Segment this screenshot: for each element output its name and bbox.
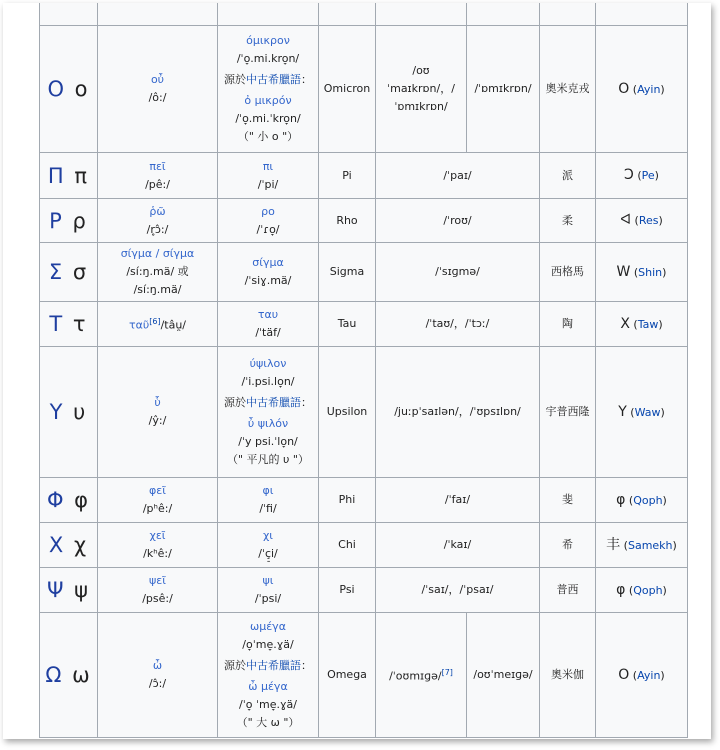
letter-cell [40,26,98,153]
phoenician-symbol: O [618,666,630,683]
ancient-name-cell [98,478,218,523]
phoenician-link[interactable]: Res [638,214,659,227]
ancient-greek-link[interactable]: ταῦ [128,318,150,332]
modern-ipa: /ˈsiɣ.mä/ [244,274,292,287]
ancient-name-cell [98,568,218,613]
ancient-ipa: /ŷ:/ [148,414,167,427]
lowercase-letter: υ [73,400,88,424]
modern-greek-link[interactable]: φι [262,484,274,497]
phoenician-link[interactable]: Qoph [633,493,663,507]
phoenician-cell: O (Ayin) [596,26,688,153]
english-ipa-cell [376,478,540,523]
english-ipa-cell [376,199,540,243]
modern-ipa: /ˈtäf/ [255,326,281,339]
english-name-cell: Omega [319,613,376,738]
table-header-spacer [40,3,688,26]
uppercase-letter[interactable]: Ω [45,663,64,687]
lowercase-letter: χ [73,533,89,557]
reference-link[interactable]: [6] [149,317,161,327]
ancient-name-cell [98,302,218,347]
table-row [40,302,688,347]
modern-greek-link[interactable]: ὖ ψιλόν [247,417,289,430]
table-row [40,523,688,568]
modern-ipa: /ˈo̞.mi.kro̞n/ [236,52,300,65]
modern-greek-link[interactable]: χι [262,529,274,542]
phoenician-symbol: W [616,263,631,280]
modern-name-cell [218,613,319,738]
chinese-name-cell: 奧米伽 [540,613,596,738]
phoenician-link[interactable]: Taw [637,317,659,331]
spacer-cell [376,3,467,26]
ancient-ipa: /tâu̯/ [160,318,187,332]
ancient-ipa: /pʰê:/ [142,502,173,515]
phoenician-cell: W (Shin) [596,243,688,302]
uppercase-letter[interactable]: Υ [49,400,65,424]
ancient-greek-link[interactable]: σίγμα / σίγμα [120,247,195,260]
spacer-cell [540,3,596,26]
modern-ipa: /ˈo̞ ˈme̞.ɣä/ [239,698,297,711]
english-ipa: /ˈroʊ/ [443,213,472,227]
modern-greek-link[interactable]: ταυ [257,308,279,321]
modern-ipa: /o̞ˈme̞.ɣä/ [242,638,294,651]
english-name-cell: Phi [319,478,376,523]
english-ipa-cell [376,243,540,302]
ancient-ipa: /r̥ɔ̂:/ [146,222,169,236]
english-name-cell: Upsilon [319,347,376,478]
letter-cell [40,199,98,243]
ancient-greek-name [101,572,214,590]
english-name-cell: Chi [319,523,376,568]
ancient-greek-link[interactable]: ὦ [152,659,163,672]
ancient-greek-name [101,245,214,263]
uppercase-letter[interactable]: Ρ [49,208,64,233]
ancient-name-cell [98,153,218,199]
uppercase-letter[interactable]: Σ [48,260,65,284]
modern-greek-link[interactable]: ὦ μέγα [248,680,288,693]
phoenician-link[interactable]: Ayin [637,668,661,682]
lowercase-letter: ο [74,77,90,101]
modern-name-cell [218,568,319,613]
english-ipa-cell [376,26,467,153]
uppercase-letter[interactable]: Τ [49,312,65,336]
chinese-name-cell: 斐 [540,478,596,523]
modern-ipa: （" 平凡的 υ "） [227,453,309,466]
chinese-name-cell: 柔 [540,199,596,243]
letter-cell [40,302,98,347]
spacer-cell [467,3,540,26]
ancient-greek-name [101,482,214,500]
spacer-cell [218,3,319,26]
spacer-cell [98,3,218,26]
ancient-greek-name [101,71,214,89]
greek-alphabet-table [39,3,688,738]
phoenician-symbol: Ↄ [624,167,634,183]
phoenician-symbol: X [620,315,630,332]
ancient-greek-name [101,313,214,335]
table-row [40,568,688,613]
chinese-name-cell: 普西 [540,568,596,613]
ancient-greek-link[interactable]: ψεῖ [149,574,166,587]
ancient-ipa: /ɔ̂:/ [148,677,167,690]
phoenician-cell: O (Ayin) [596,613,688,738]
modern-greek-link[interactable]: ὀ μικρόν [244,94,292,107]
english-ipa: /ˈtaʊ/，/ˈtɔː/ [425,317,490,330]
spacer-cell [596,3,688,26]
phoenician-link[interactable]: Qoph [633,583,663,597]
modern-name-cell [218,199,319,243]
table-row [40,347,688,478]
english-ipa-alt-cell: /ˈɒmɪkrɒn/ [467,26,540,153]
chinese-name-cell: 希 [540,523,596,568]
lowercase-letter: τ [72,312,88,336]
ancient-name-cell [98,199,218,243]
ancient-name-cell [98,523,218,568]
uppercase-letter[interactable]: Φ [46,488,66,512]
ancient-greek-link[interactable]: φεῖ [149,484,166,497]
spacer-cell [40,3,98,26]
phoenician-link[interactable]: Shin [638,265,663,279]
modern-ipa: /ˈpi/ [257,177,279,191]
modern-greek-link[interactable]: σίγμα [252,256,284,269]
ancient-name-cell [98,613,218,738]
modern-name-cell [218,302,319,347]
medieval-greek-link[interactable]: 中古希臘語 [246,396,301,409]
english-ipa: /ˈsɪɡmə/ [435,265,480,278]
medieval-greek-link[interactable]: 中古希臘語 [246,659,301,672]
ancient-greek-link[interactable]: χεῖ [149,529,166,542]
ancient-greek-name [101,394,214,412]
ancient-name-cell [98,243,218,302]
english-ipa: /ˈpaɪ/ [443,168,472,182]
modern-ipa: /ˈo̞.mi.ˈkro̞n/ [235,112,301,125]
phoenician-symbol: O [618,80,630,97]
phoenician-link[interactable]: Waw [634,405,661,419]
english-ipa: /oʊˈmaɪkrɒn/，/ˈɒmɪkrɒn/ [387,64,455,113]
phoenician-cell: X (Taw) [596,302,688,347]
modern-greek-link[interactable]: ρο [261,204,275,218]
phoenician-symbol: ᐊ [620,212,632,228]
source-note: 源於中古希臘語： [224,396,312,409]
modern-name-cell [218,347,319,478]
ancient-greek-link[interactable]: ῥῶ [149,204,166,218]
english-ipa-cell [376,568,540,613]
letter-cell [40,568,98,613]
modern-ipa: /ˈi.psi.lo̞n/ [241,375,295,388]
phoenician-cell: Y (Waw) [596,347,688,478]
english-ipa: /juːpˈsaɪlən/，/ˈʊpsɪlɒn/ [394,405,521,418]
english-ipa-cell [376,347,540,478]
ancient-greek-link[interactable]: οὖ [150,73,165,86]
phoenician-cell: ᐊ (Res) [596,199,688,243]
table-row [40,613,688,738]
ancient-greek-link[interactable]: πεῖ [149,159,166,173]
english-ipa-cell [376,153,540,199]
ancient-ipa: /pê:/ [145,177,170,191]
letter-cell [40,243,98,302]
english-ipa: /ˈkaɪ/ [443,538,472,551]
modern-ipa: （" 小 ο "） [237,130,299,143]
phoenician-cell: Ↄ (Pe) [596,153,688,199]
chinese-name-cell: 派 [540,153,596,199]
modern-ipa: /ˈfi/ [259,502,277,515]
modern-ipa: /ˈy psi.ˈlo̞n/ [238,435,298,448]
english-ipa: /ˈfaɪ/ [444,493,471,506]
table-row [40,243,688,302]
modern-name-cell [218,26,319,153]
english-ipa-alt-cell: /oʊˈmeɪɡə/ [467,613,540,738]
phoenician-symbol: 丰 [606,536,621,553]
letter-cell [40,523,98,568]
modern-greek-link[interactable]: πι [262,159,274,173]
ancient-ipa: /ô:/ [148,91,167,104]
modern-greek-link[interactable]: ωμέγα [250,620,286,633]
modern-name-cell [218,523,319,568]
english-ipa: /ˈoʊmɪɡə/ [389,669,442,683]
lowercase-letter: σ [72,260,89,284]
phoenician-link[interactable]: Samekh [627,538,673,552]
table-row [40,153,688,199]
ancient-greek-name [101,158,214,176]
ancient-ipa: /kʰê:/ [143,547,172,560]
lowercase-letter: π [74,163,90,188]
ancient-greek-link[interactable]: ὗ [154,396,161,409]
english-name-cell: Psi [319,568,376,613]
chinese-name-cell: 宇普西隆 [540,347,596,478]
letter-cell [40,613,98,738]
phoenician-symbol: φ [616,581,626,598]
modern-ipa: /ˈpsi/ [254,592,282,605]
ancient-name-cell [98,347,218,478]
english-ipa: /ˈsaɪ/，/ˈpsaɪ/ [421,583,494,596]
medieval-greek-link[interactable]: 中古希臘語 [246,73,301,86]
source-note: 源於中古希臘語： [224,659,312,672]
letter-cell [40,347,98,478]
english-name-cell: Pi [319,153,376,199]
english-ipa-cell [376,523,540,568]
ancient-greek-name [101,527,214,545]
modern-greek-link[interactable]: ύψιλον [249,357,287,370]
lowercase-letter: ω [72,663,92,687]
phoenician-symbol: φ [616,491,626,508]
phoenician-cell: 丰 (Samekh) [596,523,688,568]
modern-ipa: （" 大 ω "） [236,716,300,729]
uppercase-letter[interactable]: Ο [47,77,66,101]
phoenician-link[interactable]: Pe [641,169,655,182]
ancient-name-cell [98,26,218,153]
table-row [40,199,688,243]
ancient-ipa: /psê:/ [142,592,173,605]
modern-greek-link[interactable]: ψι [262,574,274,587]
modern-name-cell [218,243,319,302]
table-frame [3,3,711,739]
phoenician-symbol: Y [618,403,627,420]
letter-cell [40,478,98,523]
table-row [40,26,688,153]
uppercase-letter[interactable]: Χ [48,533,66,557]
table-row [40,478,688,523]
english-ipa-cell [376,613,467,738]
reference-link[interactable]: [7] [441,668,453,678]
chinese-name-cell: 西格馬 [540,243,596,302]
uppercase-letter[interactable]: Π [47,163,66,188]
modern-ipa: /ˈç̠i/ [258,547,278,560]
english-ipa-cell [376,302,540,347]
ancient-ipa: /sí:ŋ.mä/ 或 /sí:ŋ.mä/ [126,265,189,296]
letter-cell [40,153,98,199]
phoenician-link[interactable]: Ayin [637,82,661,96]
phoenician-cell: φ (Qoph) [596,478,688,523]
lowercase-letter: ψ [74,578,91,602]
modern-name-cell [218,153,319,199]
source-note: 源於中古希臘語： [224,73,312,86]
phoenician-cell: φ (Qoph) [596,568,688,613]
uppercase-letter[interactable]: Ψ [46,578,66,602]
spacer-cell [319,3,376,26]
modern-ipa: /ˈɾo̞/ [256,222,280,236]
modern-name-cell [218,478,319,523]
english-name-cell: Sigma [319,243,376,302]
english-name-cell: Tau [319,302,376,347]
lowercase-letter: φ [74,488,91,512]
english-name-cell: Rho [319,199,376,243]
table-body [40,3,688,738]
chinese-name-cell: 奧米克戎 [540,26,596,153]
ancient-greek-name [101,657,214,675]
ancient-greek-name [101,203,214,221]
lowercase-letter: ρ [72,208,88,233]
english-name-cell: Omicron [319,26,376,153]
modern-greek-link[interactable]: όμικρον [246,34,290,47]
chinese-name-cell: 陶 [540,302,596,347]
